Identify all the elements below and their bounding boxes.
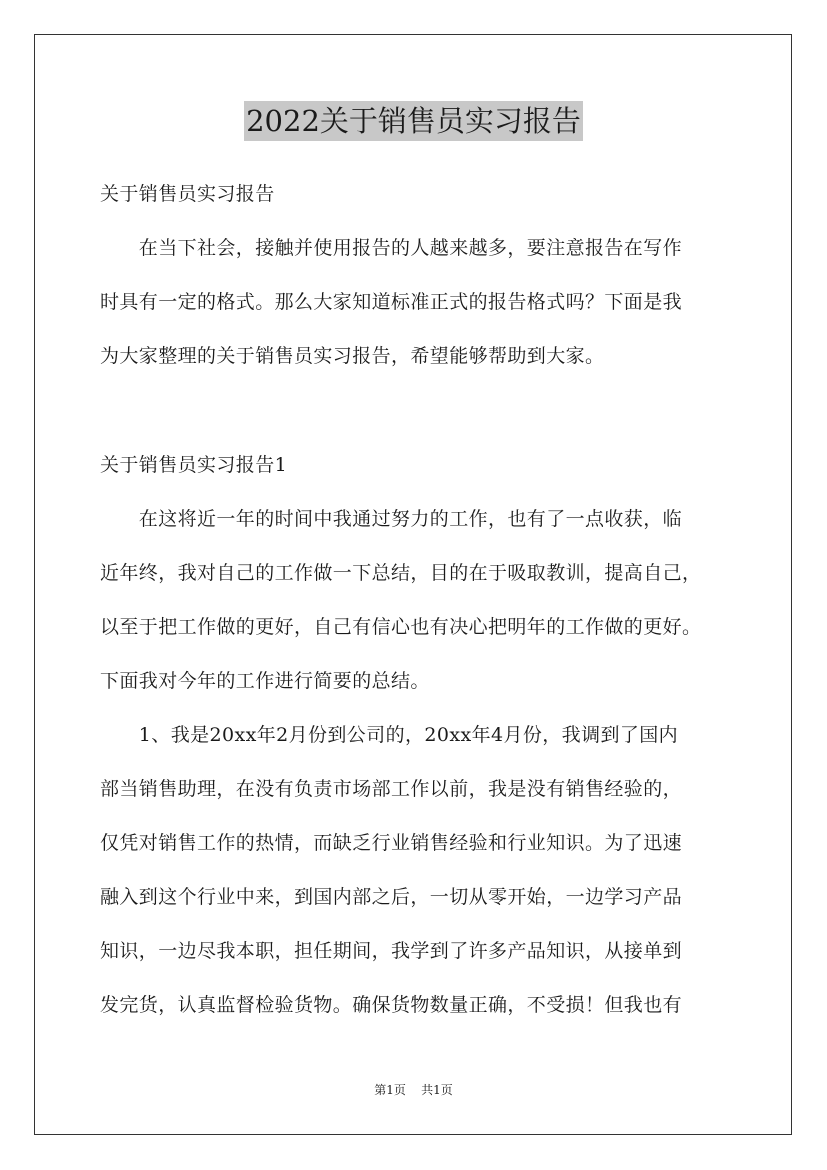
paragraph-line: 在这将近一年的时间中我通过努力的工作，也有了一点收获，临 [100,508,683,530]
page-number: 第1页 [374,1083,406,1097]
page-total: 共1页 [421,1083,453,1097]
paragraph-line: 在当下社会，接触并使用报告的人越来越多，要注意报告在写作 [100,237,683,259]
paragraph-line: 下面我对今年的工作进行简要的总结。 [100,670,430,692]
paragraph-line: 1、我是20xx年2月份到公司的，20xx年4月份，我调到了国内 [100,724,679,746]
paragraph-line: 融入到这个行业中来，到国内部之后，一切从零开始，一边学习产品 [100,886,683,908]
paragraph-line: 为大家整理的关于销售员实习报告，希望能够帮助到大家。 [100,345,605,367]
paragraph-line: 以至于把工作做的更好，自己有信心也有决心把明年的工作做的更好。 [100,616,702,638]
paragraph-line: 时具有一定的格式。那么大家知道标准正式的报告格式吗？下面是我 [100,291,683,313]
title-container [0,101,827,141]
paragraph-line: 部当销售助理，在没有负责市场部工作以前，我是没有销售经验的， [100,778,683,800]
page-footer [0,1082,827,1098]
section-heading: 关于销售员实习报告1 [100,454,288,476]
paragraph-line: 仅凭对销售工作的热情，而缺乏行业销售经验和行业知识。为了迅速 [100,832,683,854]
paragraph-line: 发完货，认真监督检验货物。确保货物数量正确，不受损！但我也有 [100,994,683,1016]
section-heading: 关于销售员实习报告 [100,183,275,205]
paragraph-line: 知识，一边尽我本职，担任期间，我学到了许多产品知识，从接单到 [100,940,683,962]
paragraph-line: 近年终，我对自己的工作做一下总结，目的在于吸取教训，提高自己， [100,562,702,584]
document-title: 2022关于销售员实习报告 [244,101,583,141]
